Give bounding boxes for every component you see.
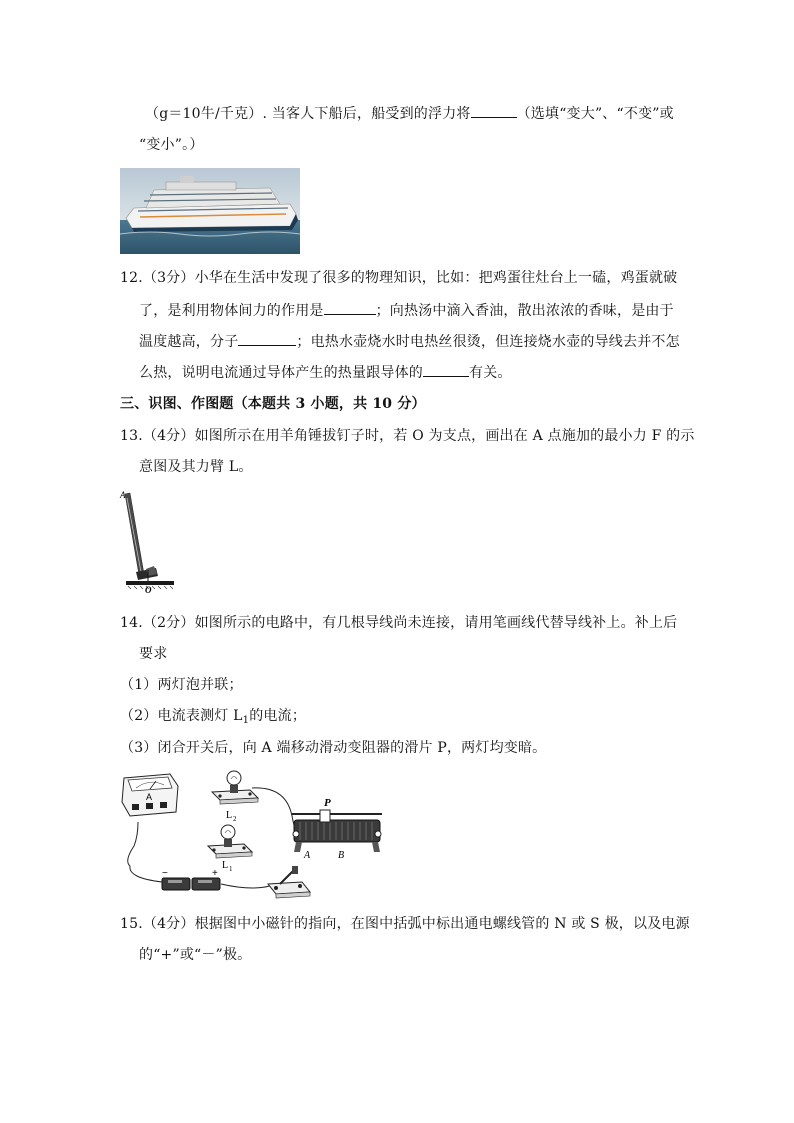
q12-line4-a: 么热，说明电流通过导体产生的热量跟导体的 <box>139 365 423 381</box>
q12-line3-a: 温度越高，分子 <box>139 334 239 350</box>
q14-req2-b: 的电流； <box>249 708 307 724</box>
ammeter <box>122 774 178 816</box>
q12-line4 <box>139 362 512 383</box>
q12-line4-b: 有关。 <box>469 365 512 381</box>
q12-blank-2[interactable] <box>238 331 296 346</box>
battery-plus: + <box>212 868 218 879</box>
section-3-heading: 三、识图、作图题（本题共 3 小题，共 10 分） <box>120 396 426 412</box>
rheostat <box>292 797 382 861</box>
q13-line1: 13.（4分）如图所示在用羊角锤拔钉子时，若 O 为支点，画出在 A 点施加的最小力 F 的示 <box>120 428 695 444</box>
q12-line1: 12.（3分）小华在生活中发现了很多的物理知识，比如：把鸡蛋往灶台上一磕，鸡蛋就破 <box>120 270 678 286</box>
battery-minus: − <box>162 868 168 879</box>
q12-line3-b: ；电热水壶烧水时电热丝很烫，但连接烧水壶的导线去并不怎 <box>296 334 680 350</box>
rheostat-label-a: A <box>304 850 311 861</box>
rheostat-label-b: B <box>338 850 345 861</box>
rheostat-label-p: P <box>324 797 331 809</box>
q14-req2-a: （2）电流表测灯 L <box>120 708 243 724</box>
q12-line2-b: ；向热汤中滴入香油，散出浓浓的香味，是由于 <box>375 303 674 319</box>
q11-answer-blank[interactable] <box>471 103 517 118</box>
ammeter-label: A <box>146 792 153 802</box>
hammer-figure <box>118 488 180 594</box>
lamp-l1-sub: 1 <box>229 865 233 873</box>
q15-line1: 15.（4分）根据图中小磁针的指向，在图中括弧中标出通电螺线管的 N 或 S 极，以及电源 <box>120 916 690 932</box>
q14-req2 <box>120 706 306 731</box>
q12-line3 <box>139 331 680 352</box>
q12-blank-3[interactable] <box>423 362 469 377</box>
q13-line2: 意图及其力臂 L。 <box>139 459 253 475</box>
q12-blank-1[interactable] <box>324 300 376 315</box>
q14-req1: （1）两灯泡并联； <box>120 677 243 693</box>
q12-line2-a: 了，是利用物体间力的作用是 <box>139 303 324 319</box>
circuit-figure <box>116 766 392 904</box>
q14-line1: 14.（2分）如图所示的电路中，有几根导线尚未连接，请用笔画线代替导线补上。补上后 <box>120 615 678 631</box>
q11-line2: “变小”。） <box>139 137 204 153</box>
q14-req2-sub: 1 <box>242 715 250 726</box>
q11-line1-a: （g＝10牛/千克）. 当客人下船后，船受到的浮力将 <box>145 106 471 122</box>
hammer-label-a: A <box>120 490 126 500</box>
lamp-l1-label: L <box>222 860 229 871</box>
q14-req3: （3）闭合开关后，向 A 端移动滑动变阻器的滑片 P，两灯均变暗。 <box>120 740 547 756</box>
switch <box>268 866 310 898</box>
q15-line2: 的“+”或“－”极。 <box>139 947 252 963</box>
battery <box>162 868 220 890</box>
lamp-l2-label: L <box>226 810 233 821</box>
hammer-label-o: O <box>145 585 152 594</box>
q11-line1 <box>145 103 674 124</box>
q12-line2 <box>139 300 674 321</box>
q11-line1-b: （选填“变大”、“不变”或 <box>516 106 674 122</box>
q14-line2: 要求 <box>139 646 168 662</box>
cruise-ship-image <box>120 168 300 254</box>
lamp-l2 <box>212 771 258 823</box>
lamp-l1 <box>208 825 252 873</box>
lamp-l2-sub: 2 <box>233 815 237 823</box>
